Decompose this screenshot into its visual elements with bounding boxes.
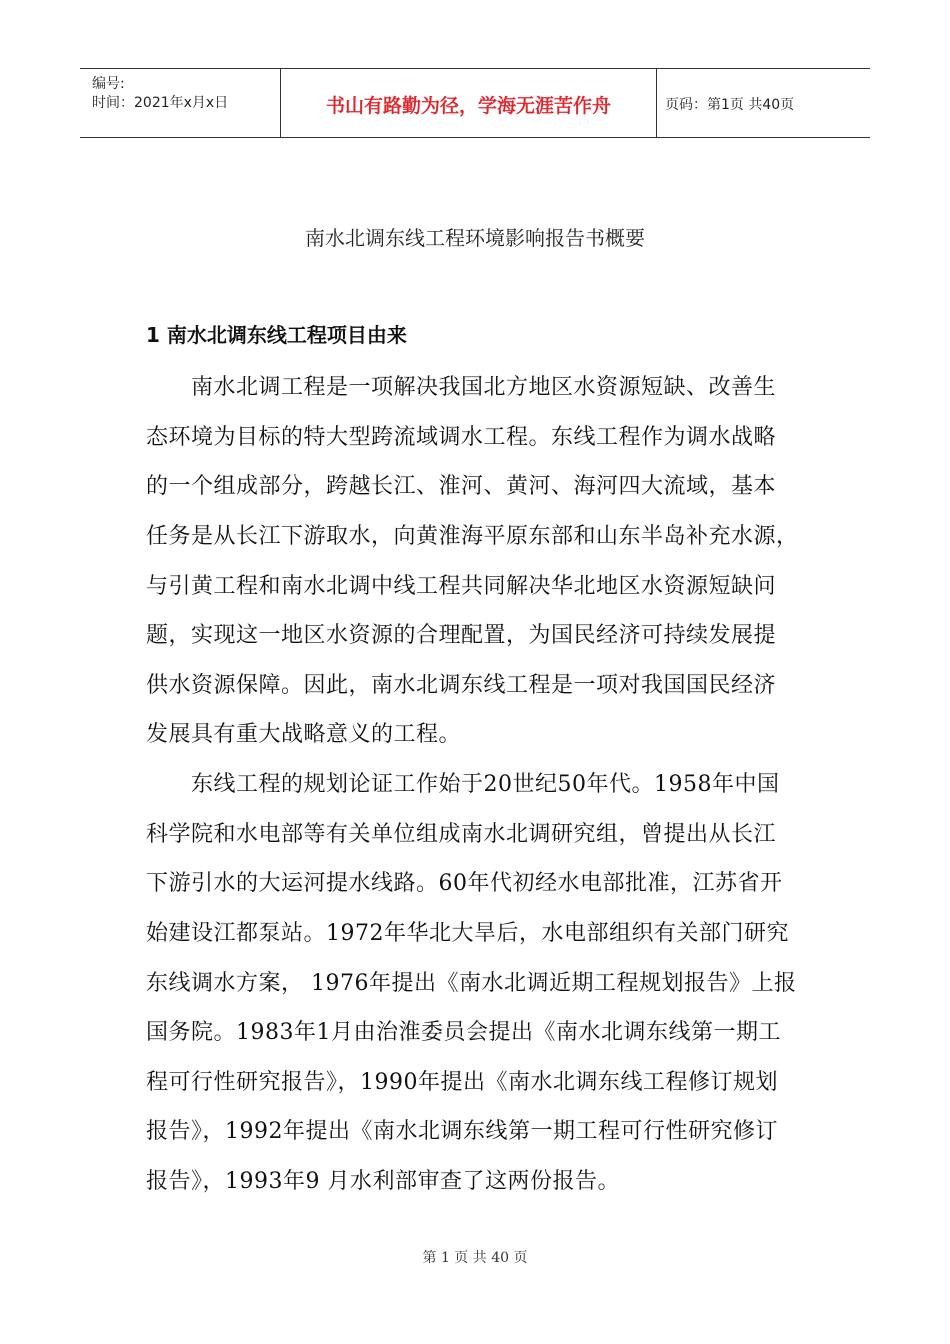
paragraph-line: 供水资源保障。因此，南水北调东线工程是一项对我国国民经济 — [146, 673, 777, 698]
paragraph-line: 东线工程的规划论证工作始于20世纪50年代。1958年中国 — [146, 772, 780, 797]
header-motto: 书山有路勤为径，学海无涯苦作舟 — [325, 95, 611, 117]
paragraph-line: 东线调水方案， 1976年提出《南水北调近期工程规划报告》上报 — [146, 971, 797, 996]
document-time-label: 时间：2021年x月x日 — [92, 95, 229, 111]
paragraph-line: 的一个组成部分，跨越长江、淮河、黄河、海河四大流域，基本 — [146, 474, 777, 499]
paragraph-line: 始建设江都泵站。1972年华北大旱后，水电部组织有关部门研究 — [146, 921, 789, 946]
paragraph-line: 科学院和水电部等有关单位组成南水北调研究组，曾提出从长江 — [146, 822, 777, 847]
section-heading: 1 南水北调东线工程项目由来 — [146, 323, 407, 347]
paragraph-line: 南水北调工程是一项解决我国北方地区水资源短缺、改善生 — [146, 375, 777, 400]
header-page-info: 页码：第1页 共40页 — [665, 97, 795, 113]
paragraph-line: 发展具有重大战略意义的工程。 — [146, 722, 462, 747]
paragraph-line: 报告》，1993年9 月水利部审查了这两份报告。 — [146, 1169, 620, 1194]
paragraph-line: 下游引水的大运河提水线路。60年代初经水电部批准，江苏省开 — [146, 871, 783, 896]
paragraph-line: 态环境为目标的特大型跨流域调水工程。东线工程作为调水战略 — [146, 425, 777, 450]
paragraph-line: 国务院。1983年1月由治淮委员会提出《南水北调东线第一期工 — [146, 1020, 781, 1045]
paragraph-line: 程可行性研究报告》，1990年提出《南水北调东线工程修订规划 — [146, 1070, 778, 1095]
paragraph-line: 题，实现这一地区水资源的合理配置，为国民经济可持续发展提 — [146, 623, 777, 648]
header-meta-cell — [80, 69, 281, 137]
header-motto-cell — [281, 69, 657, 137]
page-header — [80, 68, 870, 138]
paragraph-line: 报告》，1992年提出《南水北调东线第一期工程可行性研究修订 — [146, 1119, 778, 1144]
page-footer: 第 1 页 共 40 页 — [422, 1250, 528, 1266]
document-title: 南水北调东线工程环境影响报告书概要 — [305, 226, 645, 250]
paragraph-line: 与引黄工程和南水北调中线工程共同解决华北地区水资源短缺问 — [146, 574, 777, 599]
paragraph-line: 任务是从长江下游取水，向黄淮海平原东部和山东半岛补充水源， — [146, 524, 799, 549]
document-number-label: 编号: — [92, 76, 125, 92]
header-page-cell — [657, 69, 870, 137]
